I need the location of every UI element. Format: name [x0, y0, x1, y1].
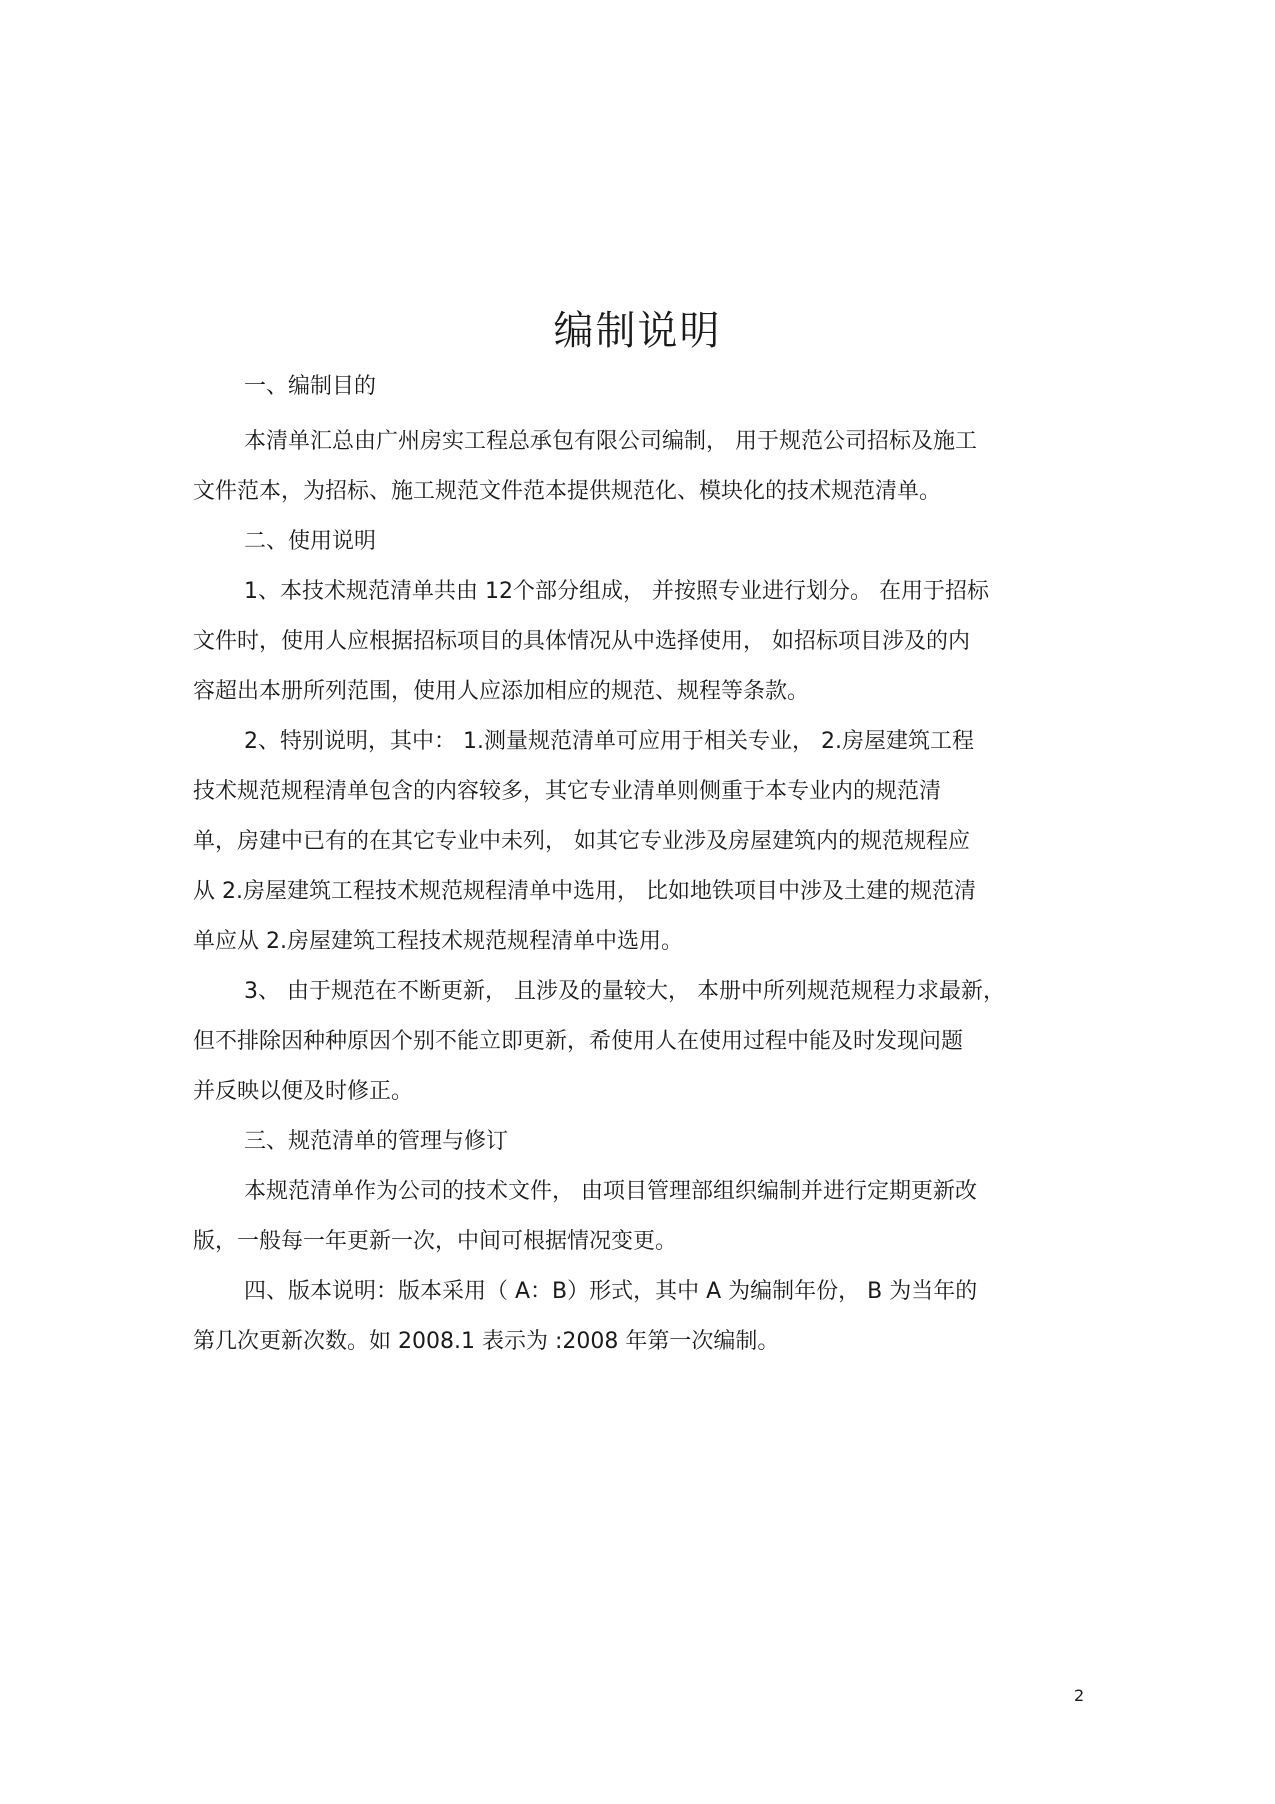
paragraph-line: 1、本技术规范清单共由 12个部分组成， 并按照专业进行划分。 在用于招标: [244, 579, 989, 604]
paragraph-line: 技术规范规程清单包含的内容较多，其它专业清单则侧重于本专业内的规范清: [193, 779, 942, 804]
paragraph-line: 容超出本册所列范围，使用人应添加相应的规范、规程等条款。: [193, 679, 810, 704]
paragraph-line: 但不排除因种种原因个别不能立即更新，希使用人在使用过程中能及时发现问题: [193, 1029, 964, 1054]
paragraph-line: 文件时，使用人应根据招标项目的具体情况从中选择使用， 如招标项目涉及的内: [193, 629, 970, 654]
paragraph-line: 第几次更新次数。如 2008.1 表示为 :2008 年第一次编制。: [193, 1329, 780, 1354]
paragraph-line: 文件范本，为招标、施工规范文件范本提供规范化、模块化的技术规范清单。: [193, 479, 942, 504]
paragraph-line: 版，一般每一年更新一次，中间可根据情况变更。: [193, 1229, 678, 1254]
section-heading-usage: 二、使用说明: [244, 529, 377, 554]
paragraph-line: 单，房建中已有的在其它专业中未列， 如其它专业涉及房屋建筑内的规范规程应: [193, 829, 970, 854]
document-title: 编制说明: [553, 308, 722, 354]
paragraph-line: 并反映以便及时修正。: [193, 1079, 414, 1104]
page-number: 2: [1074, 1686, 1085, 1705]
paragraph-line: 本规范清单作为公司的技术文件， 由项目管理部组织编制并进行定期更新改: [244, 1179, 977, 1204]
section-heading-purpose: 一、编制目的: [244, 374, 377, 399]
paragraph-line: 3、 由于规范在不断更新， 且涉及的量较大， 本册中所列规范规程力求最新，: [244, 979, 1005, 1004]
paragraph-line: 从 2.房屋建筑工程技术规范规程清单中选用， 比如地铁项目中涉及土建的规范清: [193, 879, 976, 904]
section-heading-version: 四、版本说明：版本采用（ A：B）形式，其中 A 为编制年份， B 为当年的: [244, 1279, 978, 1304]
section-heading-management: 三、规范清单的管理与修订: [244, 1129, 509, 1154]
paragraph-line: 2、特别说明，其中： 1.测量规范清单可应用于相关专业， 2.房屋建筑工程: [244, 729, 974, 754]
paragraph-line: 单应从 2.房屋建筑工程技术规范规程清单中选用。: [193, 929, 683, 954]
paragraph-line: 本清单汇总由广州房实工程总承包有限公司编制， 用于规范公司招标及施工: [244, 429, 977, 454]
